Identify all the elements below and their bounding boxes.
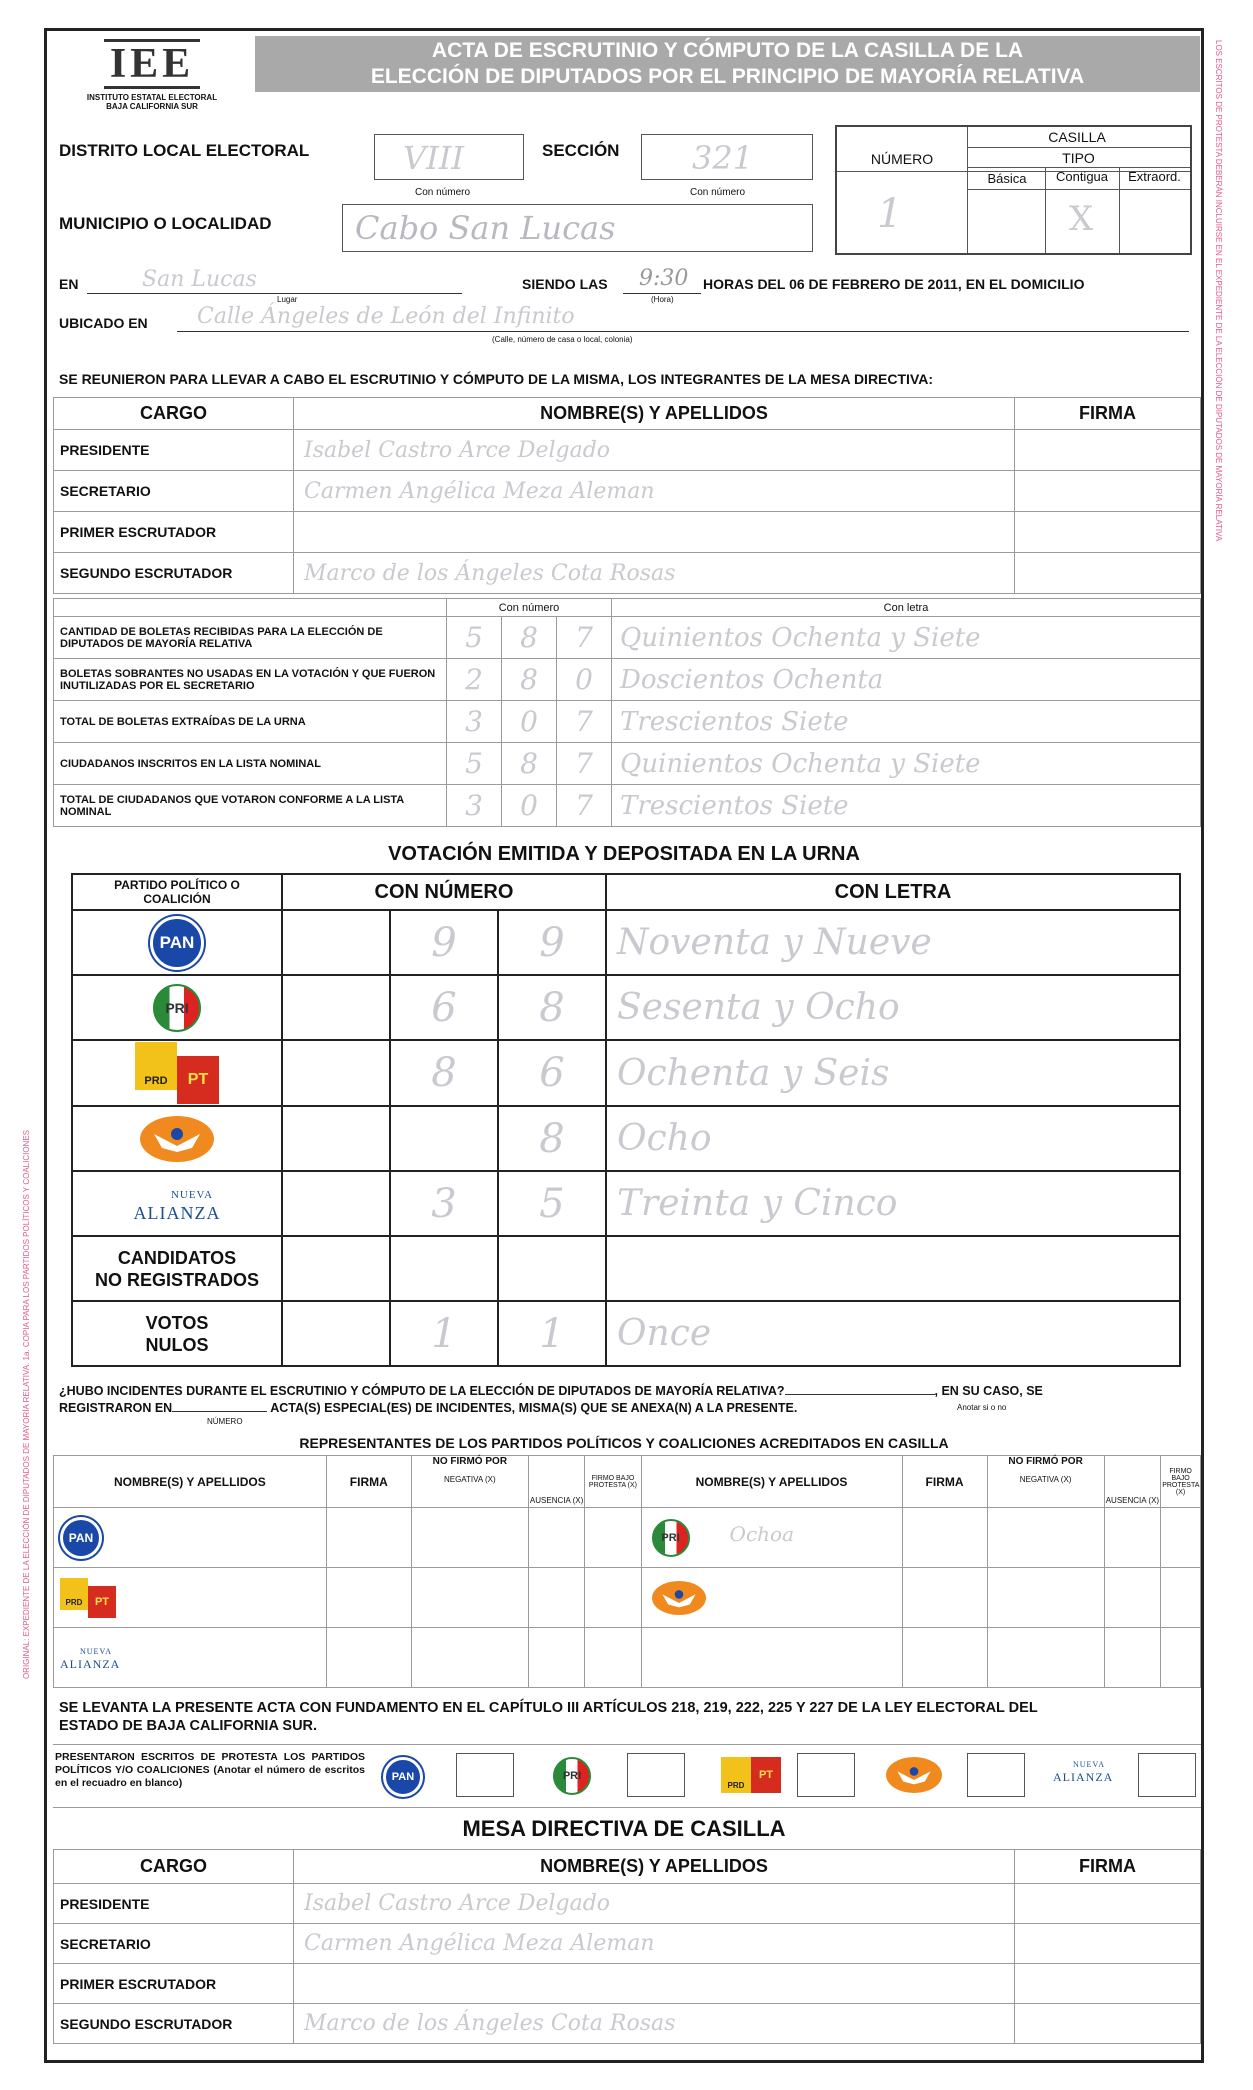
vote-digit[interactable] [282,1106,390,1171]
mesa-firma[interactable] [1015,2004,1201,2044]
officials-col-cargo: CARGO [54,398,294,430]
votes-col-numero: CON NÚMERO [282,874,606,910]
en-label: EN [59,276,79,292]
pri-logo-icon: PRI [153,984,201,1032]
vote-digit[interactable]: 8 [498,1106,606,1171]
reps-ausencia-label: AUSENCIA (X) [529,1496,584,1505]
side-note-right: LOS ESCRITOS DE PROTESTA DEBERÁN INCLUIRSE EN EL EXPEDIENTE DE LA ELECCIÓN DE DIPUTADOS DE MAYORÍA RELATIVA [1214,40,1223,542]
vote-digit[interactable] [390,1236,498,1301]
prd-logo-icon: PRD [135,1042,177,1090]
casilla-contigua-mark: X [1069,199,1094,239]
ballot-digit[interactable]: 7 [557,701,612,743]
ballot-digit[interactable]: 0 [557,659,612,701]
ballot-row-label: CIUDADANOS INSCRITOS EN LA LISTA NOMINAL [54,743,447,785]
ballot-digit[interactable]: 3 [447,701,502,743]
protest-box-prd-pt[interactable] [797,1753,855,1797]
incidents-line-1: ¿HUBO INCIDENTES DURANTE EL ESCRUTINIO Y CÓMPUTO DE LA ELECCIÓN DE DIPUTADOS DE MAYORÍA RELATIVA? [59,1384,785,1398]
rep-firma[interactable] [326,1568,411,1628]
no-registrados-line-2: NO REGISTRADOS [94,1269,259,1290]
rep-firma[interactable] [326,1508,411,1568]
pan-logo-icon: PAN [60,1517,102,1559]
pan-logo-icon: PAN [150,916,204,970]
pt-logo-icon: PT [88,1586,116,1618]
party-cell-convergencia [72,1106,282,1171]
mesa-firma[interactable] [1015,1924,1201,1964]
ballot-letra[interactable]: Trescientos Siete [612,785,1201,827]
vote-digit[interactable]: 6 [498,1040,606,1106]
rep-ausencia[interactable] [528,1628,585,1688]
reps-col-firmo-bajo: FIRMO BAJO PROTESTA (X) [585,1456,641,1508]
votes-table [71,873,1181,1367]
party-cell-pan [72,910,282,975]
official-cargo: PRESIDENTE [54,430,294,471]
na-line-2: ALIANZA [60,1656,121,1671]
ballots-table [53,598,1201,827]
convergencia-logo-icon [140,1116,214,1162]
title-band [255,36,1200,92]
casilla-extraord: Extraord. [1128,169,1181,184]
votos-nulos-line-1: VOTOS [145,1312,209,1333]
vote-digit[interactable]: 9 [390,910,498,975]
municipio-value: Cabo San Lucas [355,209,616,247]
protest-box-convergencia[interactable] [967,1753,1025,1797]
reunion-text: SE REUNIERON PARA LLEVAR A CABO EL ESCRUTINIO Y CÓMPUTO DE LA MISMA, LOS INTEGRANTES DE LA MESA DIRECTIVA: [59,371,934,387]
ballot-row-label: TOTAL DE BOLETAS EXTRAÍDAS DE LA URNA [54,701,447,743]
casilla-basica: Básica [987,171,1027,186]
legal-line-1: SE LEVANTA LA PRESENTE ACTA CON FUNDAMENTO EN EL CAPÍTULO III ARTÍCULOS 218, 219, 222, 225 Y 227 DE LA LEY ELECTORAL DEL [59,1700,1038,1716]
vote-digit[interactable] [282,910,390,975]
hora-caption: (Hora) [651,295,674,304]
rep-negativa[interactable] [411,1508,528,1568]
na-line-1: NUEVA [1073,1760,1105,1769]
ballot-digit[interactable]: 3 [447,785,502,827]
rep-negativa[interactable] [987,1568,1104,1628]
rep-ausencia[interactable] [528,1568,585,1628]
pri-logo-icon: PRI [652,1519,690,1557]
reps-col-negativa [411,1456,528,1508]
vote-digit[interactable]: 1 [390,1301,498,1366]
ballot-digit[interactable]: 8 [502,743,557,785]
official-firma[interactable] [1015,553,1201,594]
reps-col-nofirmo: NO FIRMÓ POR [432,1456,508,1467]
official-cargo: SECRETARIO [54,471,294,512]
acta-sheet [44,28,1204,2063]
ballot-digit[interactable]: 0 [502,701,557,743]
rep-negativa[interactable] [411,1628,528,1688]
incidents-line-2b: ACTA(S) ESPECIAL(ES) DE INCIDENTES, MISMA(S) QUE SE ANEXA(N) A LA PRESENTE. [270,1401,798,1415]
casilla-title: CASILLA [1048,129,1106,145]
rep-ausencia[interactable] [528,1508,585,1568]
iee-logo-text: IEE [104,39,200,89]
eagle-icon [661,1587,697,1609]
rep-firma[interactable] [902,1568,987,1628]
ballot-digit[interactable]: 7 [557,617,612,659]
reps-title: REPRESENTANTES DE LOS PARTIDOS POLÍTICOS Y COALICIONES ACREDITADOS EN CASILLA [299,1435,949,1451]
reps-col-negativa-right [987,1456,1104,1508]
vote-letra[interactable]: Ocho [606,1106,1180,1171]
vote-digit[interactable] [498,1236,606,1301]
rep-firmo-bajo[interactable] [1161,1508,1201,1568]
officials-table [53,397,1201,594]
side-note-left: ORIGINAL: EXPEDIENTE DE LA ELECCIÓN DE DIPUTADOS DE MAYORÍA RELATIVA. 1a. COPIA PARA LOS PARTIDOS POLÍTICOS Y COALICIONES [22,1130,31,1680]
eagle-icon [896,1764,932,1786]
reps-col-ausencia [528,1456,585,1508]
vote-letra[interactable] [606,1236,1180,1301]
casilla-numero-value: 1 [877,191,903,237]
incidents-block [59,1383,1199,1417]
official-cargo: SEGUNDO ESCRUTADOR [54,553,294,594]
rep-negativa[interactable] [411,1568,528,1628]
official-nombre[interactable]: Isabel Castro Arce Delgado [294,430,1015,471]
mesa-col-cargo: CARGO [54,1850,294,1884]
seccion-caption: Con número [690,187,746,198]
reps-negativa-label: NEGATIVA (X) [443,1475,496,1484]
official-firma[interactable] [1015,512,1201,553]
votes-col-partido: PARTIDO POLÍTICO O COALICIÓN [72,874,282,910]
votes-title: VOTACIÓN EMITIDA Y DEPOSITADA EN LA URNA [388,843,860,865]
na-line-2: ALIANZA [133,1202,221,1223]
vote-letra[interactable]: Noventa y Nueve [606,910,1180,975]
fecha-text: HORAS DEL 06 DE FEBRERO DE 2011, EN EL DOMICILIO [703,276,1085,292]
rep-name-convergencia[interactable] [641,1568,902,1628]
municipio-field[interactable] [342,204,813,252]
reps-table [53,1455,1201,1688]
incidents-line-2a: REGISTRARON EN [59,1401,173,1415]
mesa-title: MESA DIRECTIVA DE CASILLA [462,1816,786,1841]
seccion-label: SECCIÓN [542,141,620,160]
party-cell-no-registrados [72,1236,282,1301]
protest-box-pri[interactable] [627,1753,685,1797]
vote-digit[interactable] [390,1106,498,1171]
municipio-label: MUNICIPIO O LOCALIDAD [59,214,272,233]
nueva-alianza-logo-icon [60,1646,325,1670]
rep-ausencia[interactable] [1104,1568,1161,1628]
reps-col-firma-right: FIRMA [902,1456,987,1508]
ballots-col-numero: Con número [447,599,612,617]
institute-name: INSTITUTO ESTATAL ELECTORAL [86,93,218,102]
official-firma[interactable] [1015,471,1201,512]
casilla-tipo-label: TIPO [1062,150,1095,166]
reps-col-firmo-bajo-right: FIRMO BAJO PROTESTA (X) [1161,1456,1201,1508]
reps-col-nombre-right: NOMBRE(S) Y APELLIDOS [641,1456,902,1508]
reps-ausencia-label-right: AUSENCIA (X) [1105,1496,1160,1505]
mesa-col-nombre: NOMBRE(S) Y APELLIDOS [294,1850,1015,1884]
mesa-nombre[interactable]: Marco de los Ángeles Cota Rosas [294,2004,1015,2044]
incidents-line-1-end: , EN SU CASO, SE [934,1384,1043,1398]
domicilio-caption: (Calle, número de casa o local, colonia) [492,335,633,344]
protest-text: PRESENTARON ESCRITOS DE PROTESTA LOS PARTIDOS POLÍTICOS Y/O COALICIONES (Anotar el número de escritos en el recuadro en blanco) [55,1751,365,1789]
institute-state: BAJA CALIFORNIA SUR [106,102,198,111]
distrito-label: DISTRITO LOCAL ELECTORAL [59,141,310,160]
vote-digit[interactable] [282,1171,390,1236]
reps-col-ausencia-right [1104,1456,1161,1508]
distrito-field[interactable] [374,134,524,180]
rep-name-pan[interactable] [54,1508,327,1568]
na-line-2: ALIANZA [1053,1770,1114,1784]
legal-text [59,1699,1199,1735]
rep-firmo-bajo[interactable] [1161,1628,1201,1688]
rep-firma[interactable] [326,1628,411,1688]
vote-digit[interactable]: 8 [390,1040,498,1106]
ballot-digit[interactable]: 2 [447,659,502,701]
ballot-digit[interactable]: 8 [502,617,557,659]
prd-logo-icon: PRD [60,1578,88,1610]
incidents-answer-field[interactable] [785,1394,935,1395]
ballot-row-label: BOLETAS SOBRANTES NO USADAS EN LA VOTACIÓN Y QUE FUERON INUTILIZADAS POR EL SECRETARIO [54,659,447,701]
rep-firmo-bajo[interactable] [585,1568,641,1628]
official-firma[interactable] [1015,430,1201,471]
vote-digit[interactable] [282,1040,390,1106]
incidents-number-field[interactable] [172,1411,267,1412]
vote-digit[interactable]: 6 [390,975,498,1040]
mesa-cargo: PRIMER ESCRUTADOR [54,1964,294,2004]
rep-firmo-bajo[interactable] [1161,1568,1201,1628]
convergencia-logo-icon [886,1757,942,1793]
ballot-letra[interactable]: Quinientos Ochenta y Siete [612,743,1201,785]
reps-col-nofirmo-right: NO FIRMÓ POR [1008,1456,1083,1467]
mesa-firma[interactable] [1015,1964,1201,2004]
domicilio-value: Calle Ángeles de León del Infinito [197,304,575,329]
vote-digit[interactable] [282,1301,390,1366]
lugar-value: San Lucas [142,267,257,292]
legal-line-2: ESTADO DE BAJA CALIFORNIA SUR. [59,1718,318,1734]
party-cell-pri [72,975,282,1040]
reps-col-nombre: NOMBRE(S) Y APELLIDOS [54,1456,327,1508]
ballot-digit[interactable]: 8 [502,659,557,701]
mesa-table [53,1849,1201,2044]
seccion-value: 321 [692,139,754,177]
pri-logo-icon: PRI [553,1757,591,1795]
convergencia-logo-icon [652,1581,706,1615]
votes-col-letra: CON LETRA [606,874,1180,910]
mesa-col-firma: FIRMA [1015,1850,1201,1884]
ballot-letra[interactable]: Trescientos Siete [612,701,1201,743]
incidents-anotar-caption: Anotar si o no [957,1403,1007,1412]
official-nombre[interactable]: Carmen Angélica Meza Aleman [294,471,1015,512]
official-nombre[interactable] [294,512,1015,553]
na-line-1: NUEVA [80,1646,112,1656]
official-nombre[interactable]: Marco de los Ángeles Cota Rosas [294,553,1015,594]
eagle-icon [152,1124,202,1154]
rep-name-empty[interactable] [641,1628,902,1688]
mesa-cargo: SEGUNDO ESCRUTADOR [54,2004,294,2044]
vote-digit[interactable] [282,975,390,1040]
mesa-nombre[interactable]: Carmen Angélica Meza Aleman [294,1924,1015,1964]
vote-digit[interactable] [282,1236,390,1301]
official-cargo: PRIMER ESCRUTADOR [54,512,294,553]
vote-digit[interactable]: 9 [498,910,606,975]
party-cell-prd-pt [72,1040,282,1106]
siendo-las-label: SIENDO LAS [522,276,608,292]
vote-digit[interactable]: 8 [498,975,606,1040]
vote-letra[interactable]: Ochenta y Seis [606,1040,1180,1106]
party-cell-votos-nulos [72,1301,282,1366]
title-line-2: ELECCIÓN DE DIPUTADOS POR EL PRINCIPIO DE MAYORÍA RELATIVA [370,65,1085,88]
protest-box-nueva-alianza[interactable] [1138,1753,1196,1797]
mesa-cargo: SECRETARIO [54,1924,294,1964]
ballots-col-letra: Con letra [612,599,1201,617]
ballot-row-label: TOTAL DE CIUDADANOS QUE VOTARON CONFORME A LA LISTA NOMINAL [54,785,447,827]
rep-firmo-bajo[interactable] [585,1508,641,1568]
casilla-box [835,125,1192,255]
vote-digit[interactable]: 5 [498,1171,606,1236]
title-line-1: ACTA DE ESCRUTINIO Y CÓMPUTO DE LA CASILLA DE LA [431,39,1024,62]
mesa-nombre[interactable]: Isabel Castro Arce Delgado [294,1884,1015,1924]
rep-name-prd-pt[interactable] [54,1568,327,1628]
nueva-alianza-logo-icon [74,1186,280,1222]
ballot-digit[interactable]: 5 [447,617,502,659]
reps-negativa-label-right: NEGATIVA (X) [1019,1475,1072,1484]
ballot-digit[interactable]: 0 [502,785,557,827]
vote-letra[interactable]: Treinta y Cinco [606,1171,1180,1236]
ballot-digit[interactable]: 7 [557,785,612,827]
mesa-cargo: PRESIDENTE [54,1884,294,1924]
incidents-numero-caption: NÚMERO [207,1417,243,1426]
rep-negativa[interactable] [987,1628,1104,1688]
casilla-numero-label: NÚMERO [870,151,934,167]
ballot-letra[interactable]: Quinientos Ochenta y Siete [612,617,1201,659]
ballot-letra[interactable]: Doscientos Ochenta [612,659,1201,701]
no-registrados-line-1: CANDIDATOS [117,1247,237,1268]
distrito-value: VIII [403,139,465,177]
ballot-row-label: CANTIDAD DE BOLETAS RECIBIDAS PARA LA ELECCIÓN DE DIPUTADOS DE MAYORÍA RELATIVA [54,617,447,659]
reps-col-firma: FIRMA [326,1456,411,1508]
nueva-alianza-logo-icon [1053,1759,1113,1783]
vote-letra[interactable]: Once [606,1301,1180,1366]
vote-digit[interactable]: 1 [498,1301,606,1366]
na-line-1: NUEVA [170,1188,214,1201]
mesa-nombre[interactable] [294,1964,1015,2004]
pt-logo-icon: PT [751,1757,781,1793]
ballot-digit[interactable]: 7 [557,743,612,785]
prd-logo-icon: PRD [721,1757,751,1793]
rep-name-pri[interactable] [641,1508,902,1568]
officials-col-firma: FIRMA [1015,398,1201,430]
mesa-firma[interactable] [1015,1884,1201,1924]
rep-negativa[interactable] [987,1508,1104,1568]
ballot-digit[interactable]: 5 [447,743,502,785]
rep-name-nueva-alianza[interactable] [54,1628,327,1688]
rep-firmo-bajo[interactable] [585,1628,641,1688]
party-cell-nueva-alianza [72,1171,282,1236]
vote-letra[interactable]: Sesenta y Ocho [606,975,1180,1040]
pt-logo-icon: PT [177,1056,219,1104]
hora-value: 9:30 [639,266,689,291]
casilla-contigua: Contigua [1055,169,1109,184]
rep-firma[interactable] [902,1628,987,1688]
protest-row [53,1744,1201,1808]
rep-ausencia[interactable] [1104,1628,1161,1688]
protest-box-pan[interactable] [456,1753,514,1797]
pan-logo-icon: PAN [383,1757,423,1797]
officials-col-nombre: NOMBRE(S) Y APELLIDOS [294,398,1015,430]
votos-nulos-line-2: NULOS [145,1334,209,1355]
rep-name-pri-value: Ochoa [729,1521,794,1546]
seccion-field[interactable] [641,134,813,180]
rep-firma[interactable] [902,1508,987,1568]
rep-ausencia[interactable] [1104,1508,1161,1568]
lugar-caption: Lugar [277,295,298,304]
ubicado-label: UBICADO EN [59,315,148,331]
vote-digit[interactable]: 3 [390,1171,498,1236]
distrito-caption: Con número [415,187,471,198]
iee-logo [77,39,227,109]
